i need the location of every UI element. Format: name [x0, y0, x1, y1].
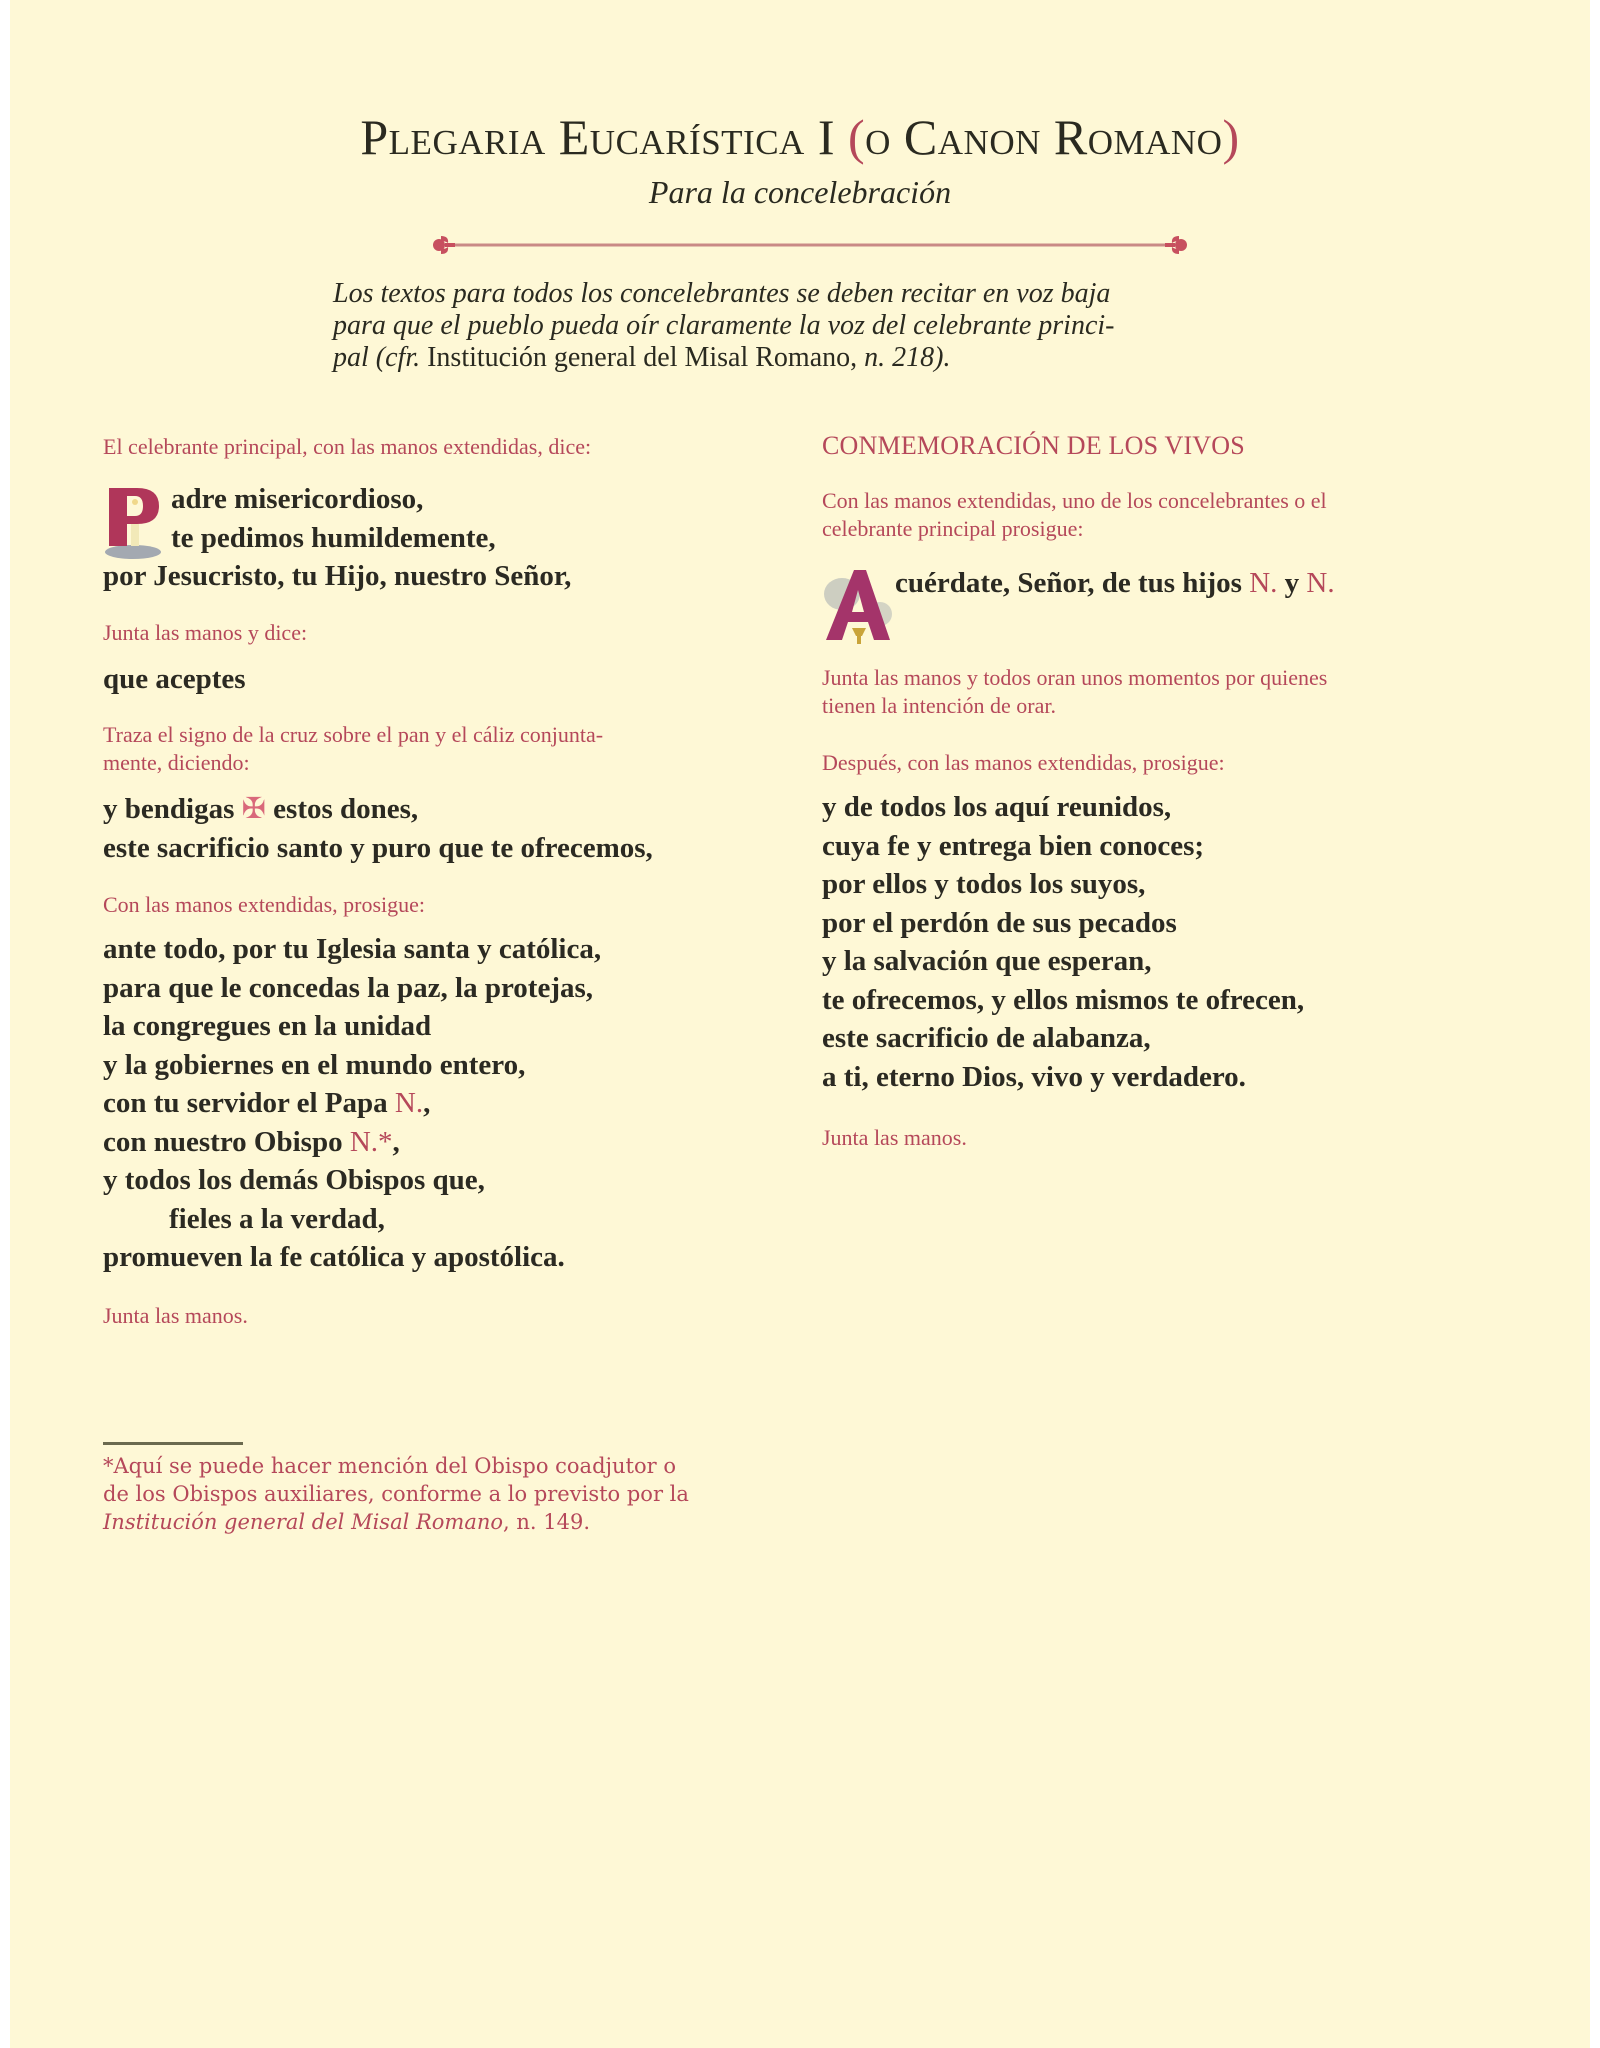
intro-line-2: para que el pueblo pueda oír claramente la voz del celebrante princi- — [333, 310, 1115, 341]
intro-note — [333, 278, 1293, 374]
intro-line-1: Los textos para todos los concelebrantes se deben recitar en voz baja — [333, 278, 1111, 309]
rubric: Junta las manos y todos oran unos momentos por quienes tienen la intención de orar. — [822, 665, 1328, 718]
rubric: El celebrante principal, con las manos extendidas, dice: — [103, 434, 592, 459]
rubric: Junta las manos y dice: — [103, 620, 308, 645]
verse-block: ante todo, por tu Iglesia santa y católica, para que le concedas la paz, la protejas, la congregues en la unidad y la gobiernes en el mundo entero, con tu servidor el Papa N., con nuestro Obispo N.*, y todos los demás Obispos que, fieles a la verdad, promueven la fe católica y apostólica. — [103, 933, 602, 1273]
title-main: Plegaria Eucarística I — [360, 109, 835, 165]
verse-block: por Jesucristo, tu Hijo, nuestro Señor, — [103, 560, 572, 592]
missal-page — [10, 0, 1590, 2048]
verse-block: adre misericordioso, te pedimos humildemente, — [171, 483, 496, 554]
illuminated-dropcap-p-icon — [103, 484, 165, 560]
verse-block: que aceptes — [103, 663, 246, 695]
rubric: Con las manos extendidas, prosigue: — [103, 892, 426, 917]
section-heading: CONMEMORACIÓN DE LOS VIVOS — [822, 431, 1245, 460]
rubric: Con las manos extendidas, uno de los concelebrantes o el celebrante principal prosigue: — [822, 488, 1327, 541]
rubric: Traza el signo de la cruz sobre el pan y el cáliz conjunta- mente, diciendo: — [103, 722, 604, 775]
title-paren-text: o Canon Romano — [865, 109, 1223, 165]
cross-icon: ✠ — [241, 793, 266, 825]
title-paren-open: ( — [847, 109, 866, 165]
title-paren-close: ) — [1222, 109, 1240, 165]
footnote-divider — [103, 1442, 243, 1445]
page-title — [10, 108, 1590, 166]
footnote: *Aquí se puede hacer mención del Obispo coadjutor o de los Obispos auxiliares, conforme a lo previsto por la Institución general del Misal Romano, n. 149. — [103, 1454, 689, 1534]
rubric: Junta las manos. — [822, 1125, 967, 1150]
rubric: Junta las manos. — [103, 1303, 248, 1328]
verse-block: y bendigas ✠ estos dones, este sacrificio santo y puro que te ofrecemos, — [103, 793, 653, 864]
page-subtitle: Para la concelebración — [648, 174, 952, 210]
verse-block: cuérdate, Señor, de tus hijos N. y N. — [895, 567, 1335, 599]
intro-line-3: pal (cfr. Institución general del Misal Romano, n. 218). — [333, 342, 951, 373]
ornament-divider-icon — [425, 232, 1195, 258]
rubric: Después, con las manos extendidas, prosigue: — [822, 750, 1225, 775]
verse-block: y de todos los aquí reunidos, cuya fe y entrega bien conoces; por ellos y todos los suyos, por el perdón de sus pecados y la salvación que esperan, te ofrecemos, y ellos mismos te ofrecen, este sacrificio de alabanza, a ti, eterno Dios, vivo y verdadero. — [822, 791, 1305, 1093]
illuminated-dropcap-a-icon — [822, 566, 894, 646]
